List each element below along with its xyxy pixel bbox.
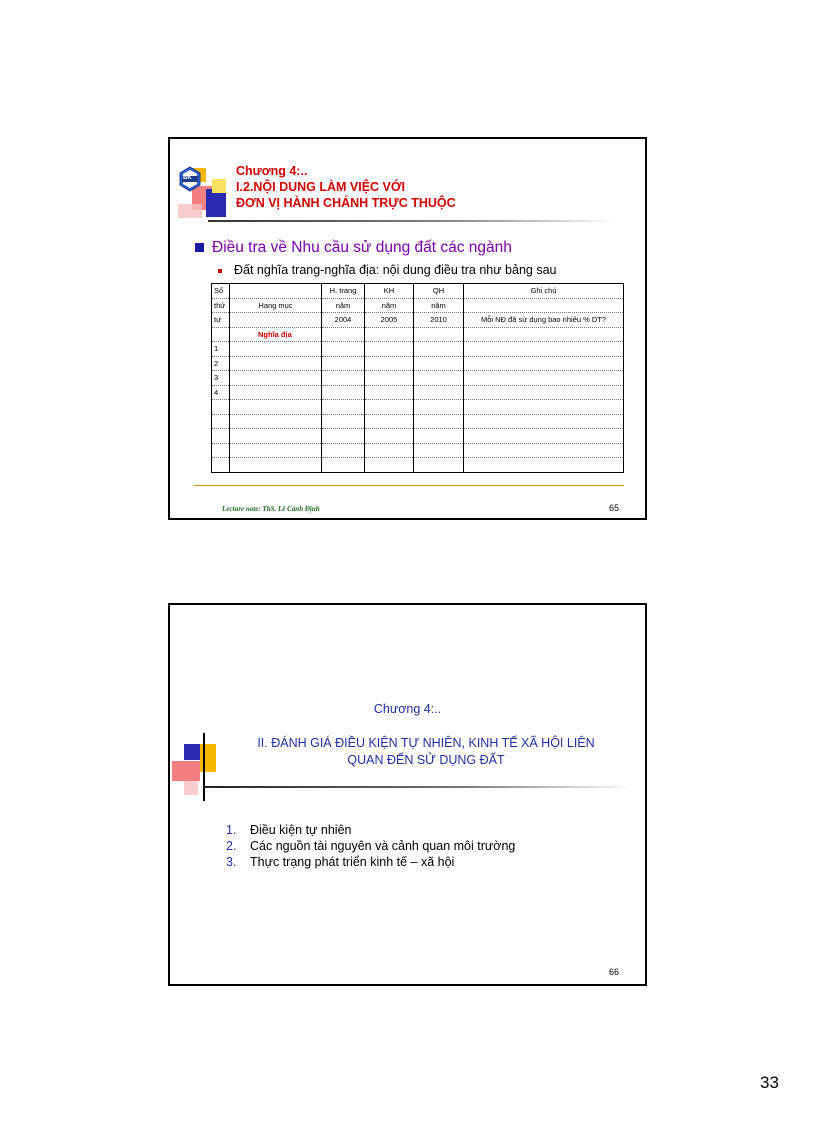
- table-row: [212, 429, 624, 444]
- table-cell: [230, 313, 322, 328]
- table-cell: H. trang: [322, 284, 365, 299]
- table-cell: [212, 327, 230, 342]
- list-number: 2.: [226, 839, 237, 853]
- list-text: Điều kiện tự nhiên: [250, 823, 352, 837]
- table-cell: thứ: [212, 298, 230, 313]
- row-number: 3: [212, 371, 230, 386]
- slide-subheading: Đất nghĩa trang-nghĩa địa: nội dung điều tra như bảng sau: [234, 263, 557, 277]
- table-cell: [464, 385, 624, 400]
- table-cell: [230, 284, 322, 299]
- row-number: 1: [212, 342, 230, 357]
- footer-divider: [194, 485, 624, 486]
- table-cell: [414, 414, 464, 429]
- table-cell: [464, 400, 624, 415]
- table-cell: [414, 356, 464, 371]
- deco-square-red: [172, 761, 200, 781]
- table-cell: QH: [414, 284, 464, 299]
- table-cell: [230, 443, 322, 458]
- table-cell: [365, 327, 414, 342]
- table-cell: [212, 429, 230, 444]
- table-header-row: [212, 298, 624, 313]
- topic-list: [226, 822, 515, 870]
- table-row: [212, 356, 624, 371]
- table-cell: năm: [322, 298, 365, 313]
- table-cell: [365, 414, 414, 429]
- row-number: 2: [212, 356, 230, 371]
- deco-square-pink: [178, 204, 202, 218]
- table-cell: [322, 429, 365, 444]
- table-cell: [230, 371, 322, 386]
- table-cell: [414, 327, 464, 342]
- table-section-row: [212, 327, 624, 342]
- slide-title-line-2: QUAN ĐẾN SỬ DỤNG ĐẤT: [347, 753, 505, 767]
- table-cell: [230, 429, 322, 444]
- logo-text: BK: [183, 175, 192, 181]
- table-cell: [365, 443, 414, 458]
- deco-square-pink: [184, 781, 198, 795]
- table-cell: [212, 443, 230, 458]
- table-cell: [414, 458, 464, 473]
- table-cell: [230, 414, 322, 429]
- deco-line-vertical: [203, 733, 205, 801]
- lecture-note: Lecture note: ThS. Lê Cảnh Định: [222, 505, 320, 513]
- table-cell: [230, 356, 322, 371]
- table-cell: [365, 385, 414, 400]
- table-cell: Số: [212, 284, 230, 299]
- table-cell: [464, 356, 624, 371]
- slide-65: [168, 137, 647, 520]
- table-cell: [365, 458, 414, 473]
- table-cell: [464, 429, 624, 444]
- section-label-nghia-dia: Nghĩa địa: [230, 327, 322, 342]
- table-cell: [322, 443, 365, 458]
- deco-square-blue: [184, 744, 200, 760]
- slide-chapter: Chương 4:..: [373, 702, 442, 716]
- table-cell: [414, 400, 464, 415]
- table-row: [212, 342, 624, 357]
- table-cell: [322, 385, 365, 400]
- table-row: [212, 443, 624, 458]
- table-cell: [230, 400, 322, 415]
- table-cell: [464, 342, 624, 357]
- table-row: [212, 414, 624, 429]
- bk-logo: [178, 166, 202, 194]
- table-cell: 2004: [322, 313, 365, 328]
- slide-title-line-1: I.2.NỘI DUNG LÀM VIỆC VỚI: [236, 180, 406, 194]
- bullet-small-icon: [218, 269, 222, 273]
- table-cell: [464, 298, 624, 313]
- table-cell: [365, 400, 414, 415]
- deco-square-light-yellow: [212, 179, 226, 193]
- table-cell: [464, 327, 624, 342]
- table-header-row: [212, 313, 624, 328]
- table-cell: [464, 371, 624, 386]
- table-cell: 2010: [414, 313, 464, 328]
- table-cell: [230, 385, 322, 400]
- table-cell: [414, 429, 464, 444]
- list-number: 1.: [226, 823, 237, 837]
- table-row: [212, 385, 624, 400]
- table-cell: [464, 414, 624, 429]
- title-divider: [204, 786, 634, 788]
- slide-66: [168, 603, 647, 986]
- table-cell: Mỗi NĐ đã sử dụng bao nhiêu % DT?: [464, 313, 624, 328]
- table-cell: [322, 414, 365, 429]
- list-item: [226, 854, 515, 870]
- table-cell: [365, 342, 414, 357]
- table-row: [212, 400, 624, 415]
- table-cell: [414, 371, 464, 386]
- list-item: [226, 822, 515, 838]
- table-cell: [212, 414, 230, 429]
- slide-title: [226, 735, 626, 769]
- table-cell: Ghi chú: [464, 284, 624, 299]
- row-number: 4: [212, 385, 230, 400]
- list-text: Thực trạng phát triển kinh tế – xã hội: [250, 855, 455, 869]
- table-cell: [365, 429, 414, 444]
- table-cell: [322, 327, 365, 342]
- table-cell: năm: [414, 298, 464, 313]
- table-cell: [414, 443, 464, 458]
- slide-number: 65: [608, 503, 619, 513]
- list-text: Các nguồn tài nguyên và cảnh quan môi trường: [250, 839, 516, 853]
- page-number: 33: [760, 1073, 779, 1092]
- table-cell: [414, 385, 464, 400]
- table-cell: KH: [365, 284, 414, 299]
- survey-table: [211, 283, 624, 473]
- table-row: [212, 458, 624, 473]
- table-cell: [322, 400, 365, 415]
- table-row: [212, 371, 624, 386]
- slide-heading: Điều tra về Nhu cầu sử dụng đất các ngành: [212, 239, 512, 256]
- table-cell: [230, 342, 322, 357]
- table-cell: năm: [365, 298, 414, 313]
- bullet-square-icon: [195, 243, 204, 252]
- slide-chapter: Chương 4:..: [236, 164, 308, 178]
- slide-number: 66: [608, 967, 619, 977]
- table-cell: tự: [212, 313, 230, 328]
- table-cell: [322, 356, 365, 371]
- slide-title-line-2: ĐƠN VỊ HÀNH CHÁNH TRỰC THUỘC: [236, 196, 456, 210]
- table-cell: 2005: [365, 313, 414, 328]
- list-number: 3.: [226, 855, 237, 869]
- slide-title-line-1: II. ĐÁNH GIÁ ĐIỀU KIỆN TỰ NHIÊN, KINH TẾ XÃ HỘI LIÊN: [257, 736, 595, 750]
- table-cell: [212, 400, 230, 415]
- table-cell: [322, 342, 365, 357]
- table-cell: Hạng mục: [230, 298, 322, 313]
- table-header-row: [212, 284, 624, 299]
- table-cell: [464, 458, 624, 473]
- table-cell: [365, 371, 414, 386]
- table-cell: [212, 458, 230, 473]
- table-cell: [322, 458, 365, 473]
- list-item: [226, 838, 515, 854]
- table-cell: [230, 458, 322, 473]
- table-cell: [464, 443, 624, 458]
- table-cell: [414, 342, 464, 357]
- title-divider: [208, 220, 618, 222]
- table-cell: [365, 356, 414, 371]
- deco-square-blue: [206, 189, 226, 217]
- table-cell: [322, 371, 365, 386]
